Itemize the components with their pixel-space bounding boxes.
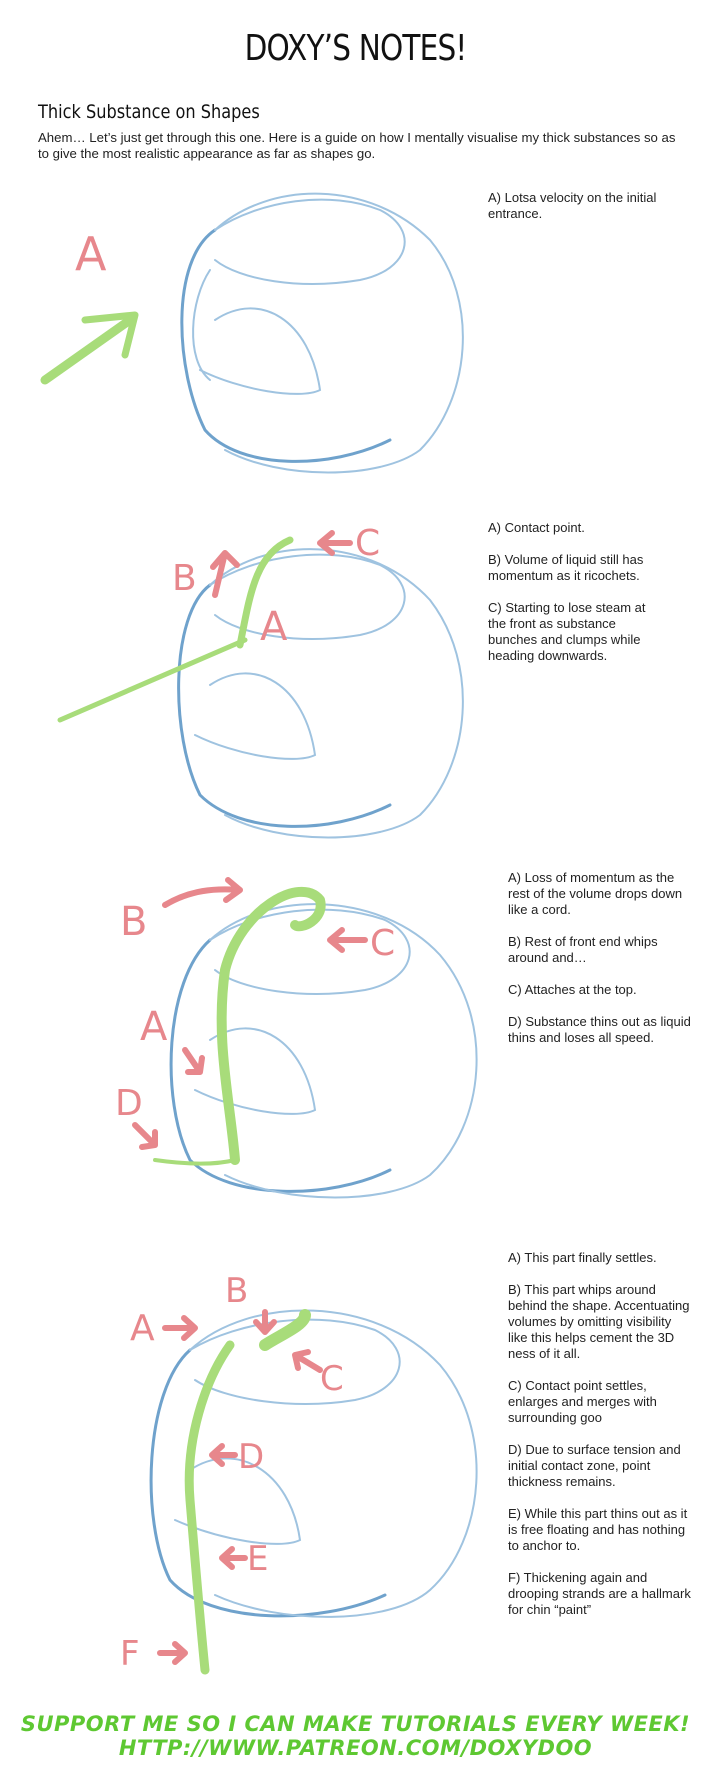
note: B) Rest of front end whips around and… — [508, 934, 658, 965]
intro-text: Ahem… Let’s just get through this one. Here is a guide on how I mentally visualise my thick substances so as to give the most realistic appearance as far as shapes go. — [38, 130, 676, 161]
arrow — [330, 930, 365, 950]
sketch-4 — [0, 1240, 500, 1680]
note: D) Due to surface tension and initial contact zone, point thickness remains. — [508, 1442, 681, 1489]
notes-1 — [488, 190, 663, 238]
arrow — [222, 1549, 245, 1567]
arrow — [295, 1352, 320, 1370]
notes-3 — [508, 870, 693, 1062]
marker-label-e: E — [247, 1539, 269, 1579]
page-title: DOXY’S NOTES! — [244, 28, 467, 69]
note: C) Starting to lose steam at the front as substance bunches and clumps while heading downwards. — [488, 600, 646, 663]
marker-label-d: D — [238, 1437, 265, 1477]
goo-arrow — [45, 315, 135, 380]
marker-label-b: B — [225, 1271, 249, 1311]
arrow — [165, 1318, 195, 1338]
sketch-1 — [0, 170, 470, 500]
arrow — [212, 1446, 235, 1464]
marker-label-a: A — [75, 227, 107, 281]
notes-2 — [488, 520, 663, 680]
arrow — [165, 880, 240, 905]
notes-4 — [508, 1250, 693, 1634]
sphere-shape — [179, 549, 463, 837]
marker-label-d: D — [115, 1083, 143, 1124]
marker-label-c: C — [320, 1359, 344, 1399]
note: A) Loss of momentum as the rest of the volume drops down like a cord. — [508, 870, 683, 917]
note: B) This part whips around behind the shape. Accentuating volumes by omitting visibility like this helps cement the 3D ness of it all. — [508, 1282, 690, 1361]
arrow — [185, 1050, 202, 1072]
marker-label-a: A — [260, 604, 288, 650]
goo-strand — [155, 892, 321, 1164]
note: A) This part finally settles. — [508, 1250, 657, 1265]
marker-label-c: C — [370, 923, 396, 964]
arrow — [160, 1644, 185, 1662]
marker-label-b: B — [172, 558, 197, 599]
sketch-3 — [0, 860, 500, 1220]
note: F) Thickening again and drooping strands are a hallmark for chin “paint” — [508, 1570, 691, 1617]
section-heading: Thick Substance on Shapes — [38, 101, 260, 123]
marker-label-a: A — [130, 1308, 155, 1349]
note: A) Contact point. — [488, 520, 585, 535]
marker-label-f: F — [120, 1634, 140, 1674]
sphere-shape — [182, 194, 463, 473]
note: C) Attaches at the top. — [508, 982, 637, 997]
marker-label-a: A — [140, 1004, 168, 1050]
sketch-2 — [0, 505, 470, 855]
note: A) Lotsa velocity on the initial entrance. — [488, 190, 657, 221]
support-banner: SUPPORT ME SO I CAN MAKE TUTORIALS EVERY WEEK! — [20, 1712, 691, 1736]
marker-label-b: B — [120, 899, 148, 945]
patreon-link[interactable]: HTTP://WWW.PATREON.COM/DOXYDOO — [118, 1736, 593, 1760]
arrow — [135, 1125, 155, 1147]
note: D) Substance thins out as liquid thins and loses all speed. — [508, 1014, 691, 1045]
note: B) Volume of liquid still has momentum as it ricochets. — [488, 552, 644, 583]
sphere-shape — [171, 904, 476, 1197]
marker-label-c: C — [355, 523, 381, 564]
note: E) While this part thins out as it is free floating and has nothing to anchor to. — [508, 1506, 688, 1553]
note: C) Contact point settles, enlarges and merges with surrounding goo — [508, 1378, 657, 1425]
